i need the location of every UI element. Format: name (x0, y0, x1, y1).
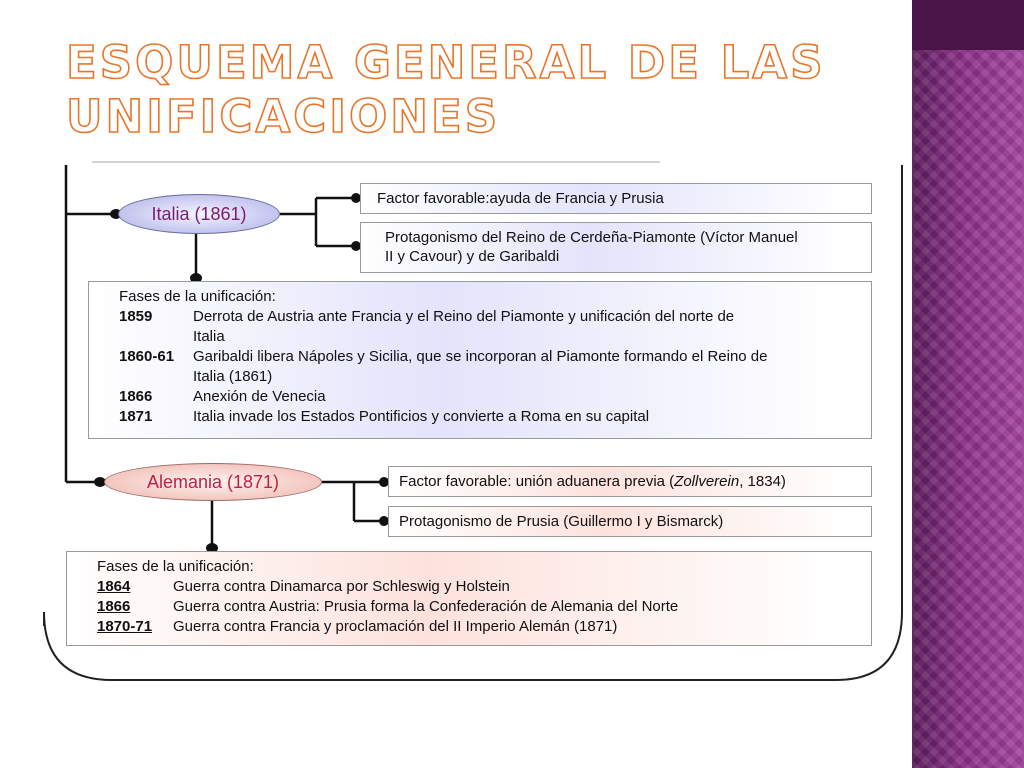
italy-phase-row-continued (119, 367, 871, 387)
italy-phases-box (88, 281, 872, 439)
germany-node-label: Alemania (1871) (146, 471, 280, 492)
italy-factor-box (360, 183, 872, 214)
germany-node (104, 463, 322, 501)
slide-title: ESQUEMA GENERAL DE LAS UNIFICACIONES (66, 36, 826, 143)
germany-factor-italic: Zollverein (674, 473, 740, 490)
italy-phase-row (119, 307, 871, 327)
phase-text: Italia invade los Estados Pontificios y convierte a Roma en su capital (193, 408, 650, 425)
germany-phase-row (97, 597, 871, 617)
germany-factor-prefix: Factor favorable: unión aduanera previa ( (399, 473, 675, 490)
phase-text: Italia (193, 328, 225, 345)
germany-phases-box (66, 551, 872, 646)
italy-node-label: Italia (1861) (151, 203, 247, 224)
decorative-side-band-top (912, 0, 1024, 50)
germany-factor-box (388, 466, 872, 497)
phase-year: 1866 (97, 598, 131, 615)
phase-year: 1870-71 (97, 618, 153, 635)
phase-year: 1864 (97, 578, 131, 595)
italy-protagonism-line2: II y Cavour) y de Garibaldi (385, 248, 560, 265)
phase-year: 1866 (119, 388, 153, 405)
phase-text: Derrota de Austria ante Francia y el Reino del Piamonte y unificación del norte de (193, 308, 735, 325)
phase-text: Guerra contra Dinamarca por Schleswig y Holstein (173, 578, 510, 595)
phase-year: 1859 (119, 308, 153, 325)
italy-phase-row (119, 407, 871, 427)
germany-protagonism-text: Protagonismo de Prusia (Guillermo I y Bismarck) (399, 513, 724, 530)
phase-year: 1871 (119, 408, 153, 425)
italy-phases-heading: Fases de la unificación: (119, 288, 276, 305)
germany-phase-row (97, 577, 871, 597)
phase-year: 1860-61 (119, 348, 175, 365)
italy-protagonism-box (360, 222, 872, 273)
italy-protagonism-line1: Protagonismo del Reino de Cerdeña-Piamonte (Víctor Manuel (385, 229, 798, 246)
germany-protagonism-box (388, 506, 872, 537)
phase-text: Garibaldi libera Nápoles y Sicilia, que se incorporan al Piamonte formando el Reino de (193, 348, 768, 365)
italy-node (118, 194, 280, 234)
germany-factor-suffix: , 1834) (739, 473, 786, 490)
phase-text: Guerra contra Francia y proclamación del II Imperio Alemán (1871) (173, 618, 618, 635)
italy-factor-text: Factor favorable:ayuda de Francia y Prusia (377, 190, 664, 207)
germany-phase-row (97, 617, 871, 637)
phase-text: Italia (1861) (193, 368, 273, 385)
decorative-side-band (912, 0, 1024, 768)
italy-phase-row-continued (119, 327, 871, 347)
italy-phase-row (119, 347, 871, 367)
germany-phases-heading: Fases de la unificación: (97, 558, 254, 575)
phase-text: Anexión de Venecia (193, 388, 326, 405)
italy-phase-row (119, 387, 871, 407)
phase-text: Guerra contra Austria: Prusia forma la Confederación de Alemania del Norte (173, 598, 679, 615)
